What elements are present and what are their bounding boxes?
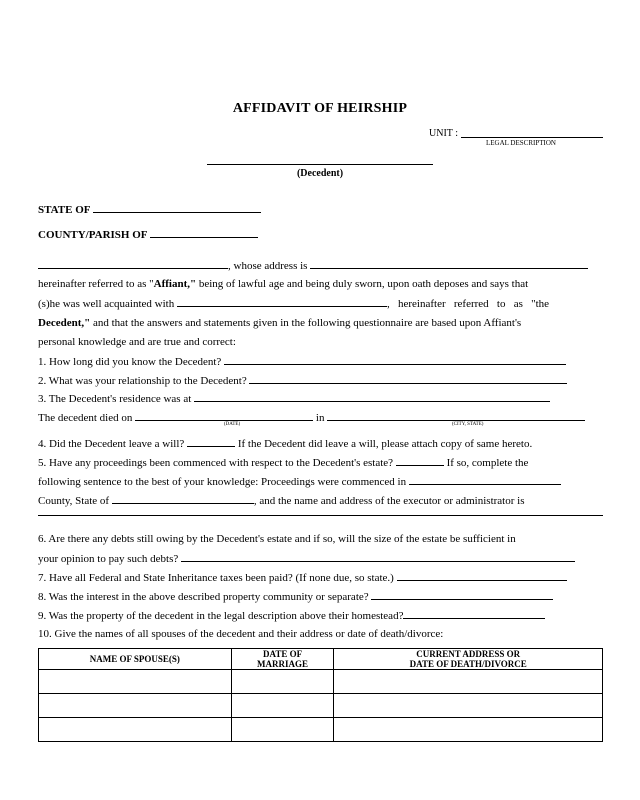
question-5-text: 5. Have any proceedings been commenced with respect to the Decedent's estate? [38,457,394,469]
question-1-field[interactable] [224,355,566,365]
marriage-date-cell[interactable] [231,718,334,742]
question-7-field[interactable] [397,571,567,581]
intro-line-2 [38,297,603,310]
question-9-text: 9. Was the property of the decedent in the legal description above their homestead? [38,610,404,622]
question-5-field[interactable] [396,456,444,466]
county-field[interactable] [150,228,258,238]
form-title: AFFIDAVIT OF HEIRSHIP [232,101,408,116]
state-row [38,203,261,216]
intro-line-3 [38,317,521,329]
question-5-text-4: , and the name and address of the executor or administrator is [253,495,525,507]
died-on-text: The decedent died on [38,412,133,424]
question-8-field[interactable] [371,590,553,600]
question-2-text: 2. What was your relationship to the Decedent? [38,375,247,387]
table-row [39,718,603,742]
question-6-line-2 [38,552,575,565]
table-row [39,670,603,694]
county-row [38,228,258,241]
intro-text: hereinafter referred to as " [38,278,154,290]
decedent-term: Decedent," [38,317,91,329]
col-date-line-2: MARRIAGE [257,659,309,669]
intro-text: , hereinafter referred to as "the [386,298,550,310]
question-3 [38,392,550,405]
marriage-date-cell[interactable] [231,670,334,694]
city-state-caption: (CITY, STATE) [452,422,484,427]
spouse-name-cell[interactable] [39,694,232,718]
question-1 [38,355,566,368]
place-of-death-field[interactable] [327,411,585,421]
question-6-field[interactable] [181,552,575,562]
question-7 [38,571,567,584]
question-8 [38,590,553,603]
proceedings-state-field[interactable] [112,494,254,504]
question-6: 6. Are there any debts still owing by the Decedent's estate and if so, will the size of the estate be sufficient in [38,533,516,545]
decedent-label: (Decedent) [296,168,344,179]
executor-field[interactable] [38,515,603,516]
spouse-name-cell[interactable] [39,718,232,742]
unit-field[interactable] [461,137,603,138]
question-4 [38,437,532,450]
col-address-line-1: CURRENT ADDRESS OR [416,649,521,659]
state-label: STATE OF [38,204,91,216]
date-caption: (DATE) [224,422,241,427]
col-date-of-marriage [231,649,334,670]
affiant-name-field[interactable] [38,259,228,269]
question-9-field[interactable] [403,609,545,619]
spouse-name-cell[interactable] [39,670,232,694]
question-6-text: your opinion to pay such debts? [38,553,179,565]
table-row [39,694,603,718]
question-1-text: 1. How long did you know the Decedent? [38,356,222,368]
unit-label: UNIT : [429,128,458,139]
question-8-text: 8. Was the interest in the above described property community or separate? [38,591,369,603]
proceedings-county-field[interactable] [409,475,561,485]
question-4-field[interactable] [187,437,235,447]
col-name-of-spouse: NAME OF SPOUSE(S) [39,649,232,670]
question-9 [38,609,545,622]
question-3-text: 3. The Decedent's residence was at [38,393,192,405]
decedent-name-field[interactable] [177,297,387,307]
affiant-row [38,259,588,272]
intro-text: being of lawful age and being duly sworn, upon oath deposes and says that [196,278,529,290]
question-2 [38,374,567,387]
in-text: in [315,412,325,424]
spouses-table [38,648,603,742]
question-5-line-2 [38,475,561,488]
decedent-field[interactable] [207,164,433,165]
question-3-field[interactable] [194,392,550,402]
died-row [38,411,585,424]
intro-line-1 [38,278,528,290]
col-date-line-1: DATE OF [262,649,303,659]
question-7-text: 7. Have all Federal and State Inheritance taxes been paid? (If none due, so state.) [38,572,394,584]
affiant-term: Affiant," [153,278,197,290]
question-5 [38,456,528,469]
date-of-death-field[interactable] [135,411,313,421]
question-2-field[interactable] [249,374,567,384]
address-cell[interactable] [334,694,603,718]
marriage-date-cell[interactable] [231,694,334,718]
question-5-text-3: County, State of [38,495,110,507]
state-field[interactable] [93,203,261,213]
table-header-row [39,649,603,670]
intro-text: (s)he was well acquainted with [38,298,175,310]
legal-description-label: LEGAL DESCRIPTION [486,139,556,147]
question-10: 10. Give the names of all spouses of the decedent and their address or date of death/divorce: [38,628,444,640]
affiant-address-field[interactable] [310,259,588,269]
intro-text: and that the answers and statements given in the following questionnaire are based upon Affiant's [90,317,522,329]
question-4-note: If the Decedent did leave a will, please attach copy of same hereto. [237,438,533,450]
question-4-text: 4. Did the Decedent leave a will? [38,438,185,450]
question-5-text-2: following sentence to the best of your knowledge: Proceedings were commenced in [38,476,407,488]
question-5-line-3 [38,494,524,507]
col-address-line-2: DATE OF DEATH/DIVORCE [409,659,527,669]
question-5-note: If so, complete the [446,457,529,469]
address-cell[interactable] [334,670,603,694]
address-text: , whose address is [228,260,308,272]
col-current-address [334,649,603,670]
address-cell[interactable] [334,718,603,742]
county-label: COUNTY/PARISH OF [38,229,148,241]
intro-line-4: personal knowledge and are true and correct: [38,336,236,348]
